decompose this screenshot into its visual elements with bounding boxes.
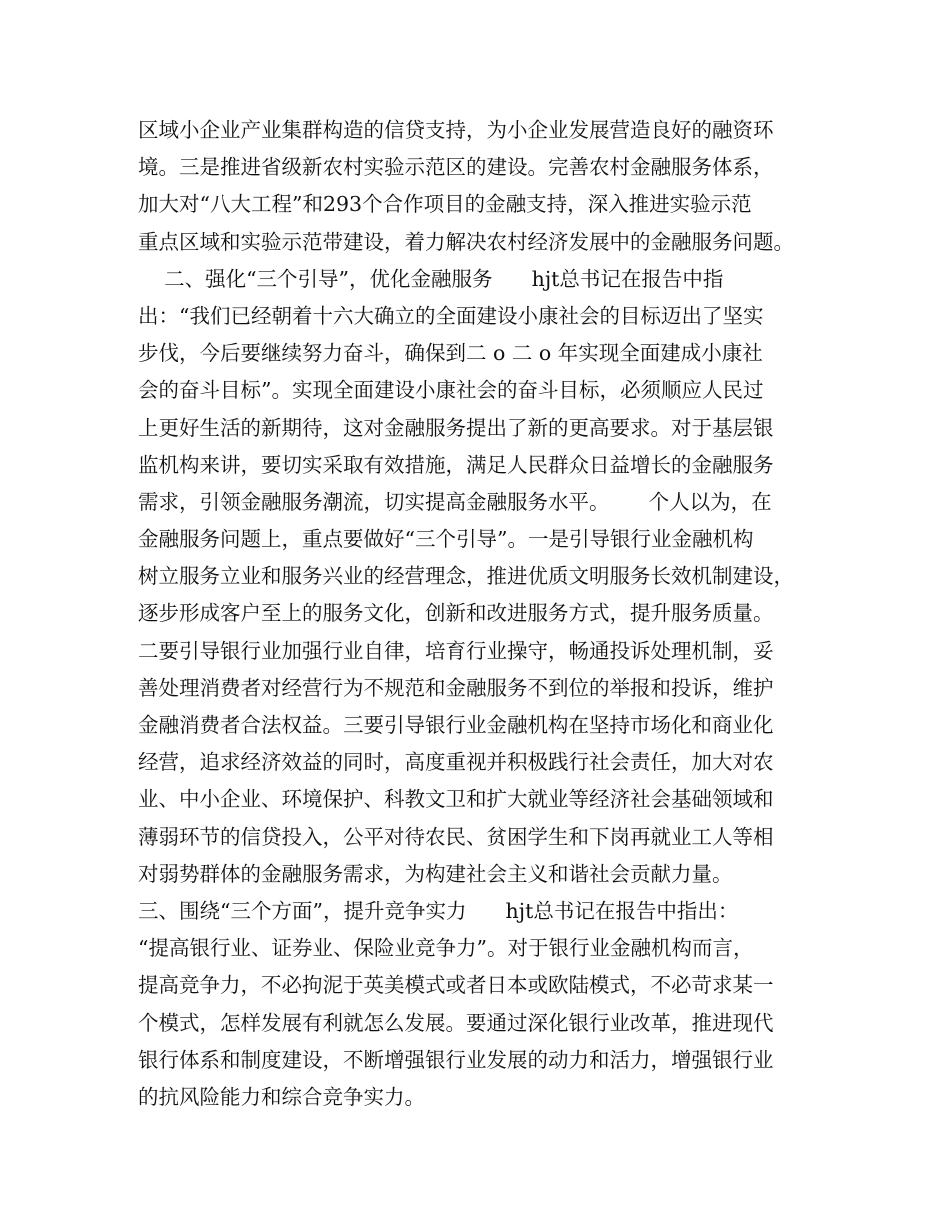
text-line: 银行体系和制度建设，不断增强银行业发展的动力和活力，增强银行业 <box>138 1047 774 1072</box>
text-line: 薄弱环节的信贷投入，公平对待农民、贫困学生和下岗再就业工人等相 <box>138 824 774 849</box>
text-line: 监机构来讲，要切实采取有效措施，满足人民群众日益增长的金融服务 <box>138 452 774 477</box>
text-line: 三、围绕“三个方面”，提升竞争实力 hjt总书记在报告中指出： <box>138 898 739 923</box>
text-line: 需求，引领金融服务潮流，切实提高金融服务水平。 个人以为，在 <box>138 489 772 514</box>
text-line: “提高银行业、证券业、保险业竞争力”。对于银行业金融机构而言， <box>138 936 754 961</box>
text-line: 境。三是推进省级新农村实验示范区的建设。完善农村金融服务体系， <box>138 155 774 180</box>
body-text <box>138 112 828 1116</box>
text-line: 善处理消费者对经营行为不规范和金融服务不到位的举报和投诉，维护 <box>138 675 774 700</box>
text-line: 上更好生活的新期待，这对金融服务提出了新的更高要求。对于基层银 <box>138 415 774 440</box>
text-line: 会的奋斗目标”。实现全面建设小康社会的奋斗目标，必须顺应人民过 <box>138 378 764 403</box>
text-line: 的抗风险能力和综合竞争实力。 <box>138 1084 425 1109</box>
text-line: 金融消费者合法权益。三要引导银行业金融机构在坚持市场化和商业化 <box>138 713 774 737</box>
text-line: 步伐，今后要继续努力奋斗，确保到二 o 二 o 年实现全面建成小康社 <box>138 341 763 366</box>
text-line: 加大对“八大工程”和293个合作项目的金融支持，深入推进实验示范 <box>138 192 752 217</box>
text-line: 提高竞争力，不必拘泥于英美模式或者日本或欧陆模式，不必苛求某一 <box>138 973 774 998</box>
text-line: 逐步形成客户至上的服务文化，创新和改进服务方式，提升服务质量。 <box>138 601 774 626</box>
text-line: 二要引导银行业加强行业自律，培育行业操守，畅通投诉处理机制，妥 <box>138 638 774 663</box>
text-line: 金融服务问题上，重点要做好“三个引导”。一是引导银行业金融机构 <box>138 527 754 552</box>
text-line: 出：“我们已经朝着十六大确立的全面建设小康社会的目标迈出了坚实 <box>138 303 764 328</box>
text-line: 对弱势群体的金融服务需求，为构建社会主义和谐社会贡献力量。 <box>138 861 733 886</box>
text-line: 个模式，怎样发展有利就怎么发展。要通过深化银行业改革，推进现代 <box>138 1010 774 1035</box>
text-line: 经营，追求经济效益的同时，高度重视并积极践行社会责任，加大对农 <box>138 750 774 775</box>
text-line: 区域小企业产业集群构造的信贷支持，为小企业发展营造良好的融资环 <box>138 118 774 142</box>
text-line: 二、强化“三个引导”，优化金融服务 hjt总书记在报告中指 <box>138 266 724 291</box>
text-line: 重点区域和实验示范带建设，着力解决农村经济发展中的金融服务问题。 <box>138 229 794 254</box>
text-line: 业、中小企业、环境保护、科教文卫和扩大就业等经济社会基础领域和 <box>138 787 774 812</box>
text-line: 树立服务立业和服务兴业的经营理念，推进优质文明服务长效机制建设， <box>138 564 794 589</box>
